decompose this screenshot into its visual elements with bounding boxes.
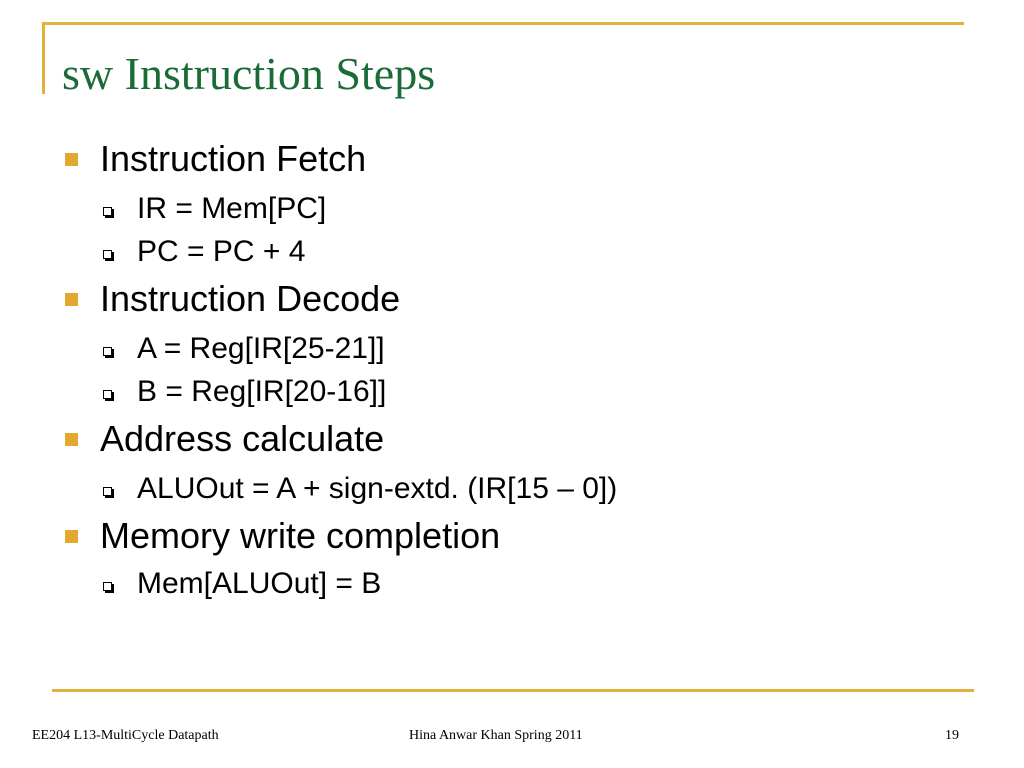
box-bullet-icon (103, 207, 112, 216)
square-bullet-icon (65, 530, 78, 543)
sub-bullet-text: IR = Mem[PC] (137, 192, 327, 225)
page-number: 19 (945, 728, 959, 743)
box-bullet-icon (103, 390, 112, 399)
square-bullet-icon (65, 433, 78, 446)
footer-course: EE204 L13-MultiCycle Datapath (32, 728, 219, 743)
slide-title: sw Instruction Steps (62, 48, 436, 99)
sub-bullet-text: A = Reg[IR[25-21]] (137, 332, 385, 365)
bullet-text: Instruction Fetch (100, 138, 367, 179)
sub-bullet-text: B = Reg[IR[20-16]] (137, 375, 387, 408)
square-bullet-icon (65, 153, 78, 166)
footer-rule (52, 689, 974, 692)
bullet-text: Address calculate (100, 418, 385, 459)
box-bullet-icon (103, 347, 112, 356)
sub-bullet-text: ALUOut = A + sign-extd. (IR[15 – 0]) (137, 472, 618, 505)
box-bullet-icon (103, 250, 112, 259)
bullet-text: Instruction Decode (100, 278, 401, 319)
square-bullet-icon (65, 293, 78, 306)
sub-bullet-text: Mem[ALUOut] = B (137, 567, 382, 600)
box-bullet-icon (103, 487, 112, 496)
sub-bullet-text: PC = PC + 4 (137, 235, 306, 268)
bullet-text: Memory write completion (100, 515, 501, 556)
footer-author: Hina Anwar Khan Spring 2011 (409, 728, 583, 743)
box-bullet-icon (103, 582, 112, 591)
